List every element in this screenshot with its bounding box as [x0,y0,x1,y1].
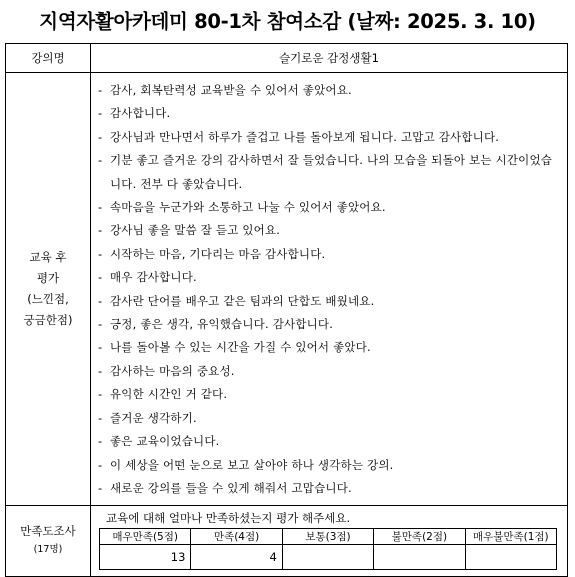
feedback-item: - 이 세상을 어떤 눈으로 보고 살아야 하나 생각하는 강의. [96,454,559,477]
lecture-name-label: 강의명 [6,44,91,73]
feedback-row [6,73,568,506]
satisfaction-content-cell [91,506,568,577]
respondent-count: (17명) [33,544,63,556]
feedback-item: - 긍정, 좋은 생각, 유익했습니다. 감사합니다. [96,313,559,336]
rating-table [99,528,557,570]
feedback-label-line: 평가 [36,271,60,286]
feedback-item: - 좋은 교육이었습니다. [96,430,559,453]
satisfaction-label-cell [6,506,91,577]
lecture-name-row [6,44,568,73]
feedback-label-cell [6,73,91,506]
page-title: 지역자활아카데미 80-1차 참여소감 (날짜: 2025. 3. 10) [39,10,536,33]
feedback-item: - 기분 좋고 즐거운 강의 감사하면서 잘 들었습니다. 나의 모습을 되돌아 보는 시간이었습니다. 전부 다 좋았습니다. [96,149,559,196]
feedback-item: - 감사하는 마음의 중요성. [96,360,559,383]
lecture-name-value: 슬기로운 감정생활1 [91,44,568,73]
rating-header: 보통(3점) [282,529,373,545]
feedback-label-line: 궁금한점) [23,313,73,328]
rating-values-row [100,545,557,570]
feedback-item: - 속마음을 누군가와 소통하고 나눌 수 있어서 좋았어요. [96,196,559,219]
evaluation-table [5,43,568,577]
rating-value [374,545,465,570]
feedback-content-cell [91,73,568,506]
feedback-item: - 강사님과 만나면서 하루가 즐겁고 나를 돌아보게 됩니다. 고맙고 감사합니다. [96,126,559,149]
feedback-item: - 유익한 시간인 거 같다. [96,383,559,406]
feedback-list [96,79,559,500]
rating-value: 4 [191,545,282,570]
rating-value [465,545,556,570]
feedback-item: - 즐거운 생각하기. [96,407,559,430]
feedback-label-line: 교육 후 [29,250,67,265]
rating-header: 매우만족(5점) [100,529,191,545]
rating-header: 매우불만족(1점) [465,529,556,545]
feedback-item: - 새로운 강의를 들을 수 있게 해줘서 고맙습니다. [96,477,559,500]
satisfaction-row [6,506,568,577]
feedback-item: - 강사님 좋을 말씀 잘 듣고 있어요. [96,219,559,242]
feedback-label-line: (느낀점, [27,292,69,307]
feedback-item: - 감사, 회복탄력성 교육받을 수 있어서 좋았어요. [96,79,559,102]
satisfaction-label: 만족도조사 [20,524,76,539]
feedback-item: - 감사합니다. [96,102,559,125]
feedback-item: - 시작하는 마음, 기다리는 마음 감사합니다. [96,243,559,266]
satisfaction-question: 교육에 대해 얼마나 만족하셨는지 평가 해주세요. [106,511,351,526]
rating-value: 13 [100,545,191,570]
feedback-item: - 매우 감사합니다. [96,266,559,289]
feedback-item: - 감사란 단어를 배우고 같은 팀과의 단합도 배웠네요. [96,290,559,313]
rating-header: 만족(4점) [191,529,282,545]
rating-header-row [100,529,557,545]
rating-value [282,545,373,570]
rating-header: 불만족(2점) [374,529,465,545]
feedback-item: - 나를 돌아볼 수 있는 시간을 가질 수 있어서 좋았다. [96,336,559,359]
